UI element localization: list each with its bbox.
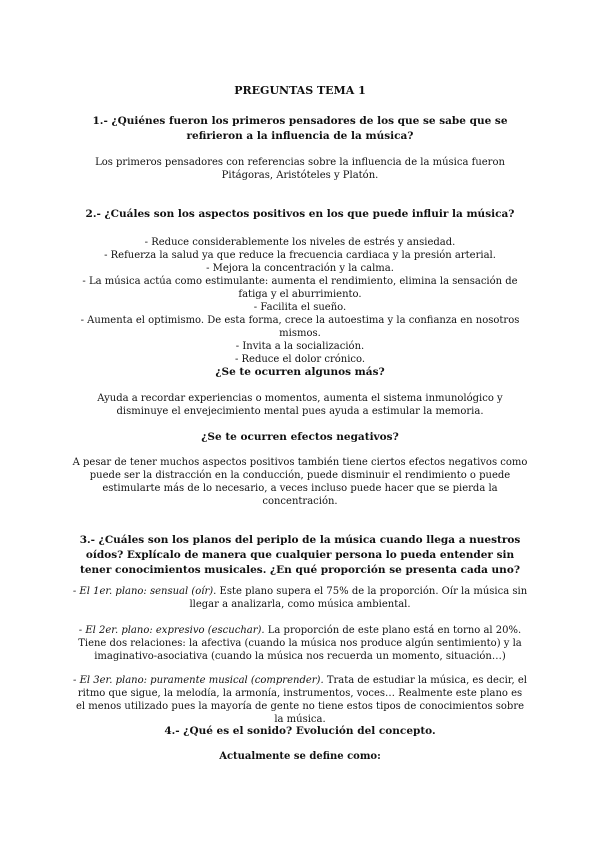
plane-3-text: Trata de estudiar la música, es decir, el ritmo que sigue, la melodía, la armonía, instrumentos, voces… Realmente este plano es el menos utilizado pues la mayoría de gente no tiene estos tipos de conocimientos sobre la música. (75, 675, 527, 725)
plane-2 (72, 624, 528, 663)
negative-effects-answer: A pesar de tener muchos aspectos positivos también tiene ciertos efectos negativos como puede ser la distracción en la conducción, puede disminuir el rendimiento o puede estimularte más de lo necesario, a veces incluso puede hacer que se pierda la concentración. (72, 457, 528, 507)
plane-2-text: La proporción de este plano está en torno al 20%. Tiene dos relaciones: la afectiva (cuando la música nos produce algún sentimiento) y la imaginativo-asociativa (cuando la música nos recuerda un momento, situación…) (78, 625, 522, 662)
question-1: 1.- ¿Quiénes fueron los primeros pensadores de los que se sabe que se refirieron a la influencia de la música? (92, 115, 508, 142)
list-item: - La música actúa como estimulante: aumenta el rendimiento, elimina la sensación de fatiga y el aburrimiento. (82, 276, 518, 300)
list-item: - Aumenta el optimismo. De esta forma, crece la autoestima y la confianza en nosotros mismos. (80, 315, 520, 339)
plane-3-label: - El 3er. plano: puramente musical (comprender). (73, 675, 324, 686)
more-aspects-answer: Ayuda a recordar experiencias o momentos, aumenta el sistema inmunológico y disminuye el envejecimiento mental pues ayuda a estimular la memoria. (97, 393, 503, 417)
plane-1-text: Este plano supera el 75% de la proporción. Oír la música sin llegar a analizarla, como música ambiental. (189, 586, 528, 610)
page-title: PREGUNTAS TEMA 1 (234, 84, 366, 97)
plane-3 (72, 674, 528, 726)
question-4: 4.- ¿Qué es el sonido? Evolución del concepto. (164, 725, 436, 737)
question-2: 2.- ¿Cuáles son los aspectos positivos en los que puede influir la música? (85, 208, 515, 220)
answer-4: Actualmente se define como: (219, 751, 381, 762)
plane-1-label: - El 1er. plano: sensual (oír). (72, 586, 217, 597)
plane-2-label: - El 2er. plano: expresivo (escuchar). (78, 625, 265, 636)
list-item: - Refuerza la salud ya que reduce la frecuencia cardiaca y la presión arterial. (104, 250, 496, 261)
plane-1 (72, 585, 528, 611)
answer-1: Los primeros pensadores con referencias sobre la influencia de la música fueron Pitágoras, Aristóteles y Platón. (95, 157, 505, 181)
list-item: - Reduce el dolor crónico. (234, 354, 366, 365)
question-3: 3.- ¿Cuáles son los planos del periplo de la música cuando llega a nuestros oídos? Explícalo de manera que cualquier persona lo pueda entender sin tener conocimientos musicales. ¿En qué proporción se presenta cada uno? (79, 534, 521, 576)
more-aspects-heading: ¿Se te ocurren algunos más? (215, 366, 385, 378)
list-item: - Invita a la socialización. (235, 341, 365, 352)
positive-aspects-list (70, 236, 530, 366)
negative-effects-heading: ¿Se te ocurren efectos negativos? (201, 431, 399, 443)
list-item: - Facilita el sueño. (253, 302, 347, 313)
list-item: - Mejora la concentración y la calma. (206, 263, 394, 274)
list-item: - Reduce considerablemente los niveles de estrés y ansiedad. (144, 237, 456, 248)
